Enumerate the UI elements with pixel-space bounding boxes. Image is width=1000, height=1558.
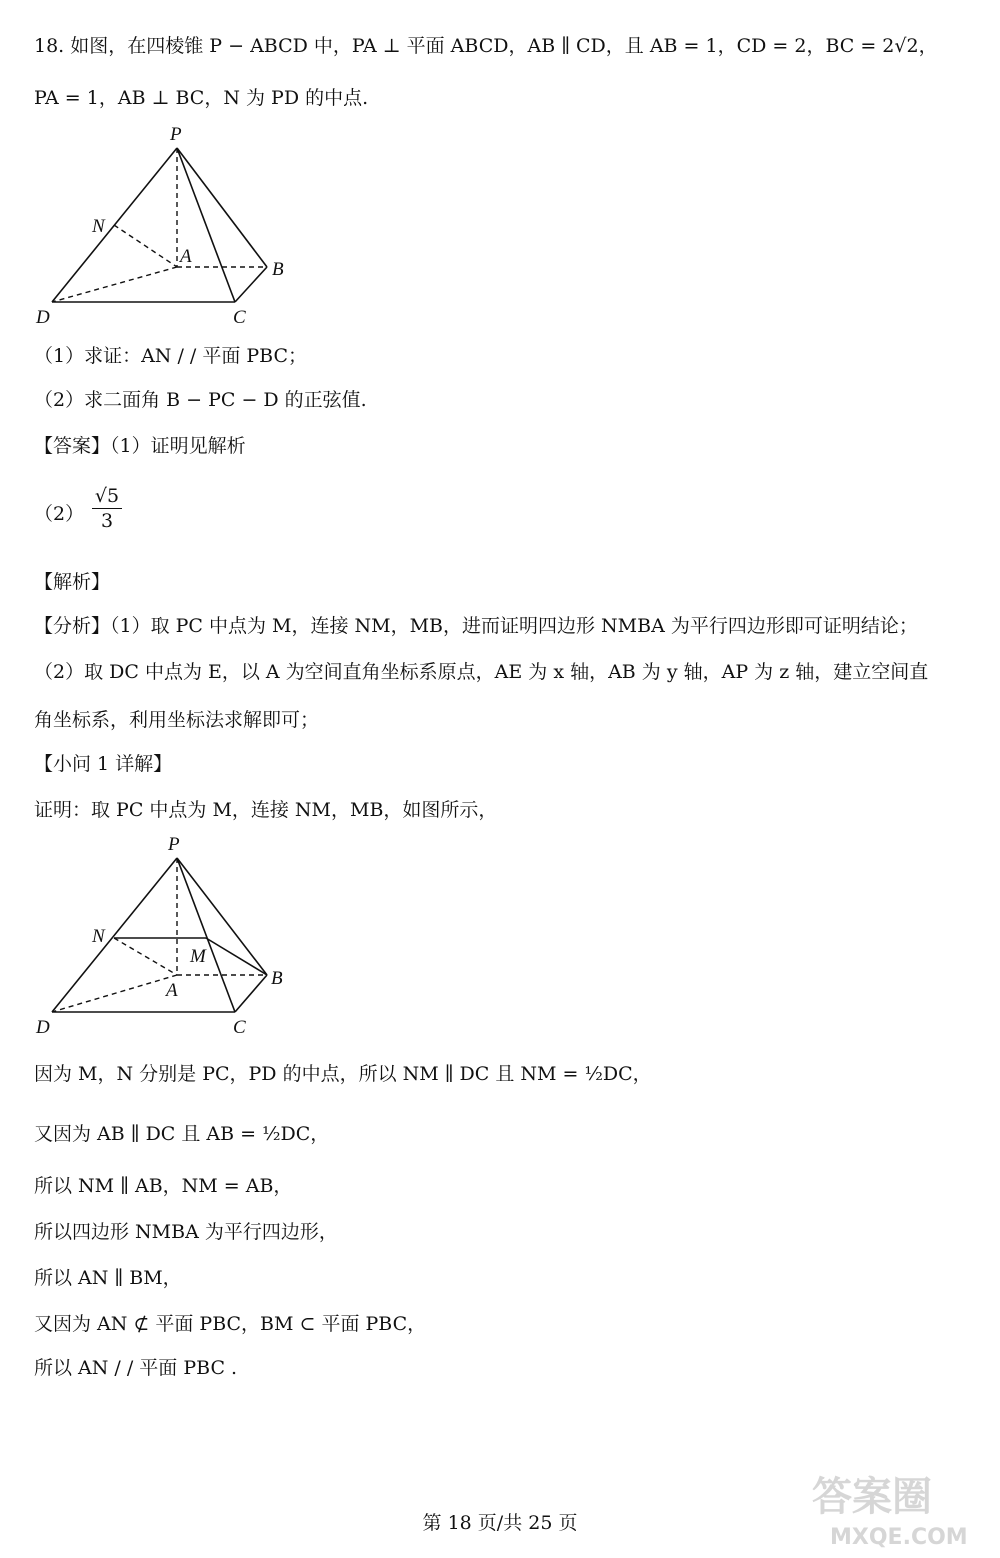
label-n: N: [92, 216, 105, 237]
segment-na: [114, 938, 177, 975]
watermark-bottom-text: MXQE.COM: [830, 1525, 968, 1550]
fraction-denominator: 3: [100, 510, 114, 532]
label-p: P: [170, 124, 182, 145]
edge-pc: [177, 148, 235, 302]
part-1: （1）求证：AN / / 平面 PBC；: [34, 345, 308, 367]
proof-line-4: 所以四边形 NMBA 为平行四边形，: [34, 1221, 338, 1243]
label-p: P: [168, 834, 180, 855]
edge-pd: [52, 858, 177, 1012]
label-d: D: [36, 1017, 50, 1038]
edge-ad: [52, 267, 177, 302]
label-b: B: [271, 968, 283, 989]
pyramid-figure-1: [30, 120, 310, 335]
proof-line-6: 又因为 AN ⊄ 平面 PBC，BM ⊂ 平面 PBC，: [34, 1313, 427, 1335]
page-footer: 第 18 页/共 25 页: [422, 1512, 578, 1534]
label-m: M: [190, 946, 206, 967]
analysis-line-2: （2）取 DC 中点为 E，以 A 为空间直角坐标系原点，AE 为 x 轴，AB 为 y 轴，AP 为 z 轴，建立空间直: [34, 661, 929, 683]
pyramid-figure-2: [30, 830, 310, 1045]
answer-part-2-prefix: （2）: [34, 503, 85, 525]
fraction-numerator: √5: [92, 484, 122, 509]
proof-line-3: 所以 NM ∥ AB，NM = AB，: [34, 1175, 293, 1197]
edge-cb: [235, 267, 267, 302]
proof-line-2: 又因为 AB ∥ DC 且 AB = ½DC，: [34, 1123, 330, 1145]
detail-intro: 证明：取 PC 中点为 M，连接 NM，MB，如图所示，: [34, 799, 498, 821]
question-line-1: 18. 如图，在四棱锥 P − ABCD 中，PA ⊥ 平面 ABCD，AB ∥ CD，且 AB = 1，CD = 2，BC = 2√2，: [34, 35, 938, 57]
part-2: （2）求二面角 B − PC − D 的正弦值.: [34, 389, 367, 411]
label-c: C: [233, 307, 246, 328]
watermark-top-text: 答案圈: [812, 1474, 932, 1520]
analysis-heading: 【解析】: [34, 571, 111, 593]
edge-pc: [177, 858, 235, 1012]
label-c: C: [233, 1017, 246, 1038]
answer-line-1: 【答案】（1）证明见解析: [34, 435, 246, 457]
analysis-line-1: 【分析】（1）取 PC 中点为 M，连接 NM，MB，进而证明四边形 NMBA 为平行四边形即可证明结论；: [34, 615, 918, 637]
detail-heading: 【小问 1 详解】: [34, 753, 173, 775]
analysis-line-3: 角坐标系，利用坐标法求解即可；: [34, 709, 320, 731]
watermark-logo: [800, 1460, 980, 1550]
proof-line-7: 所以 AN / / 平面 PBC .: [34, 1357, 238, 1379]
proof-line-1: 因为 M，N 分别是 PC，PD 的中点，所以 NM ∥ DC 且 NM = ½DC，: [34, 1063, 652, 1085]
label-a: A: [166, 980, 178, 1001]
edge-ad: [52, 975, 177, 1012]
label-d: D: [36, 307, 50, 328]
segment-mb: [206, 938, 267, 975]
segment-na: [114, 225, 177, 267]
label-a: A: [180, 246, 192, 267]
label-n: N: [92, 926, 105, 947]
question-line-2: PA = 1，AB ⊥ BC，N 为 PD 的中点.: [34, 87, 369, 109]
label-b: B: [272, 259, 284, 280]
answer-fraction: [92, 484, 122, 533]
edge-cb: [235, 975, 267, 1012]
proof-line-5: 所以 AN ∥ BM，: [34, 1267, 182, 1289]
